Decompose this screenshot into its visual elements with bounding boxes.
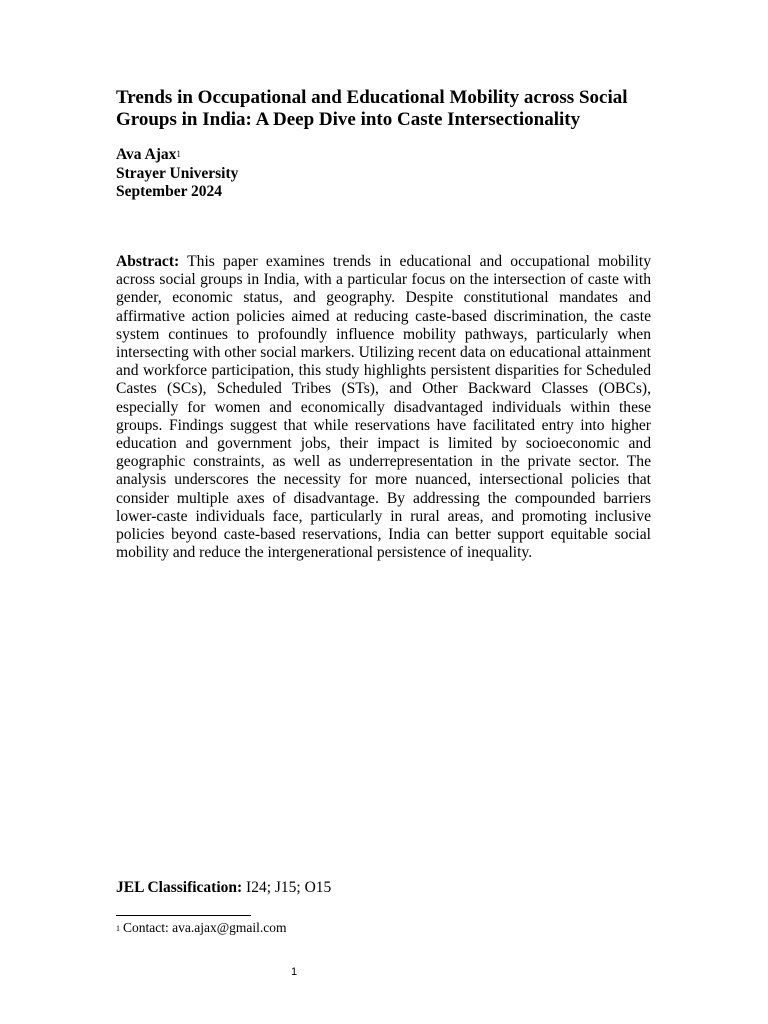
footnote-text: Contact: ava.ajax@gmail.com: [123, 920, 287, 935]
jel-codes: I24; J15; O15: [246, 879, 332, 896]
page-number: 1: [290, 966, 298, 978]
jel-label: JEL Classification:: [116, 879, 243, 896]
paper-title: Trends in Occupational and Educational Mobility across Social Groups in India: A Deep Dive into Caste Intersectionality: [116, 87, 628, 130]
abstract-label: Abstract:: [116, 253, 180, 270]
author-affiliation: Strayer University: [116, 164, 239, 182]
author-footnote-marker: 1: [176, 149, 181, 159]
author-line: [116, 146, 651, 165]
footnote-separator: [116, 915, 251, 916]
footnote-marker: 1: [116, 924, 120, 933]
jel-classification: [116, 879, 651, 897]
abstract-text: This paper examines trends in educational and occupational mobility across social groups in India, with a particular focus on the intersection of caste with gender, economic status, and geography. Despite constitutional mandates and affirmative action policies aimed at reducing caste-based discrimination, the caste system continues to profoundly influence mobility pathways, particularly when intersecting with other social markers. Utilizing recent data on educational attainment and workforce participation, this study highlights persistent disparities for Scheduled Castes (SCs), Scheduled Tribes (STs), and Other Backward Classes (OBCs), especially for women and economically disadvantaged individuals within these groups. Findings suggest that while reservations have facilitated entry into higher education and government jobs, their impact is limited by socioeconomic and geographic constraints, as well as underrepresentation in the private sector. The analysis underscores the necessity for more nuanced, intersectional policies that consider multiple axes of disadvantage. By addressing the compounded barriers lower-caste individuals face, particularly in rural areas, and promoting inclusive policies beyond caste-based reservations, India can better support equitable social mobility and reduce the intergenerational persistence of inequality.: [116, 253, 651, 562]
author-name: Ava Ajax: [116, 146, 177, 163]
author-block: [116, 146, 651, 202]
abstract: [116, 253, 651, 562]
paper-date: September 2024: [116, 183, 223, 200]
footnote: [116, 920, 287, 936]
